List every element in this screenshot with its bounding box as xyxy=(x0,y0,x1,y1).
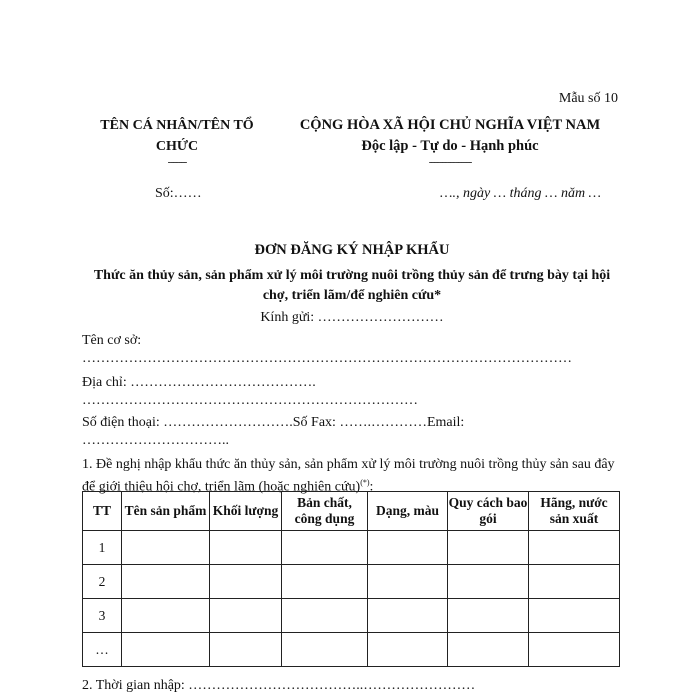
national-motto: Độc lập - Tự do - Hạnh phúc xyxy=(361,138,539,154)
row-index: 3 xyxy=(83,599,122,633)
table-cell[interactable] xyxy=(529,633,620,667)
document-subtitle: Thức ăn thủy sản, sản phẩm xử lý môi trường nuôi trồng thủy sản để trưng bày tại hội chợ, triển lãm/để nghiên cứu* xyxy=(93,268,611,303)
table-cell[interactable] xyxy=(122,565,210,599)
organization-name-line2: CHỨC xyxy=(155,139,199,154)
table-cell[interactable] xyxy=(368,599,448,633)
row-index: … xyxy=(83,633,122,667)
header-manufacturer: Hãng, nước sản xuất xyxy=(529,492,620,531)
date-line: …., ngày … tháng … năm … xyxy=(440,186,602,201)
import-time-field[interactable]: 2. Thời gian nhập: ………………………………..…………………… xyxy=(82,678,476,693)
country-name: CỘNG HÒA XÃ HỘI CHỦ NGHĨA VIỆT NAM xyxy=(299,117,601,133)
address-field-continued[interactable]: ……………………………………………………………… xyxy=(82,393,418,408)
section-1-note: (*) xyxy=(360,478,370,487)
header-form-color: Dạng, màu xyxy=(368,492,448,531)
section-1-end: : xyxy=(369,479,374,495)
table-row xyxy=(83,599,620,633)
table-cell[interactable] xyxy=(368,565,448,599)
table-cell[interactable] xyxy=(368,531,448,565)
table-cell[interactable] xyxy=(529,565,620,599)
document-title: ĐƠN ĐĂNG KÝ NHẬP KHẨU xyxy=(254,242,450,258)
table-row xyxy=(83,633,620,667)
table-cell[interactable] xyxy=(529,531,620,565)
table-cell[interactable] xyxy=(368,633,448,667)
contact-field[interactable]: Số điện thoại: ……………………….Số Fax: …….…………Email: xyxy=(82,415,465,430)
table-cell[interactable] xyxy=(122,599,210,633)
table-row xyxy=(83,531,620,565)
header-packaging: Quy cách bao gói xyxy=(448,492,529,531)
table-header-row xyxy=(83,492,620,531)
facility-name-field[interactable]: …………………………………………………………………………………………… xyxy=(82,351,572,366)
table-cell[interactable] xyxy=(122,531,210,565)
section-1-body: 1. Đề nghị nhập khẩu thức ăn thủy sản, sản phẩm xử lý môi trường nuôi trồng thủy sản sau đây để giới thiệu hội chợ, triển lãm (hoặc nghiên cứu) xyxy=(82,457,615,495)
table-cell[interactable] xyxy=(282,633,368,667)
header-index: TT xyxy=(83,492,122,531)
table-cell[interactable] xyxy=(529,599,620,633)
organization-name-line1: TÊN CÁ NHÂN/TÊN TỔ xyxy=(100,118,254,133)
header-quantity: Khối lượng xyxy=(210,492,282,531)
header-product-name: Tên sản phẩm xyxy=(122,492,210,531)
table-cell[interactable] xyxy=(282,531,368,565)
address-field[interactable]: Địa chỉ: …………………………………. xyxy=(82,375,316,390)
addressee: Kính gửi: ……………………… xyxy=(260,310,444,325)
table-cell[interactable] xyxy=(210,531,282,565)
table-cell[interactable] xyxy=(210,599,282,633)
table-cell[interactable] xyxy=(282,599,368,633)
table-cell[interactable] xyxy=(448,633,529,667)
header-nature-use: Bản chất, công dụng xyxy=(282,492,368,531)
table-cell[interactable] xyxy=(122,633,210,667)
organization-header xyxy=(82,115,272,168)
form-number: Mẫu số 10 xyxy=(558,91,618,106)
facility-name-label: Tên cơ sở: xyxy=(82,333,142,348)
table-cell[interactable] xyxy=(210,565,282,599)
table-row xyxy=(83,565,620,599)
table-cell[interactable] xyxy=(448,565,529,599)
contact-field-continued[interactable]: ………………………….. xyxy=(82,433,229,448)
row-index: 1 xyxy=(83,531,122,565)
table-cell[interactable] xyxy=(210,633,282,667)
product-table xyxy=(82,491,620,667)
table-cell[interactable] xyxy=(282,565,368,599)
organization-separator: ------- xyxy=(167,156,187,168)
row-index: 2 xyxy=(83,565,122,599)
table-cell[interactable] xyxy=(448,531,529,565)
table-cell[interactable] xyxy=(448,599,529,633)
national-separator: ---------------- xyxy=(428,156,472,168)
national-header xyxy=(280,115,620,168)
reference-number: Số:…… xyxy=(155,186,202,201)
